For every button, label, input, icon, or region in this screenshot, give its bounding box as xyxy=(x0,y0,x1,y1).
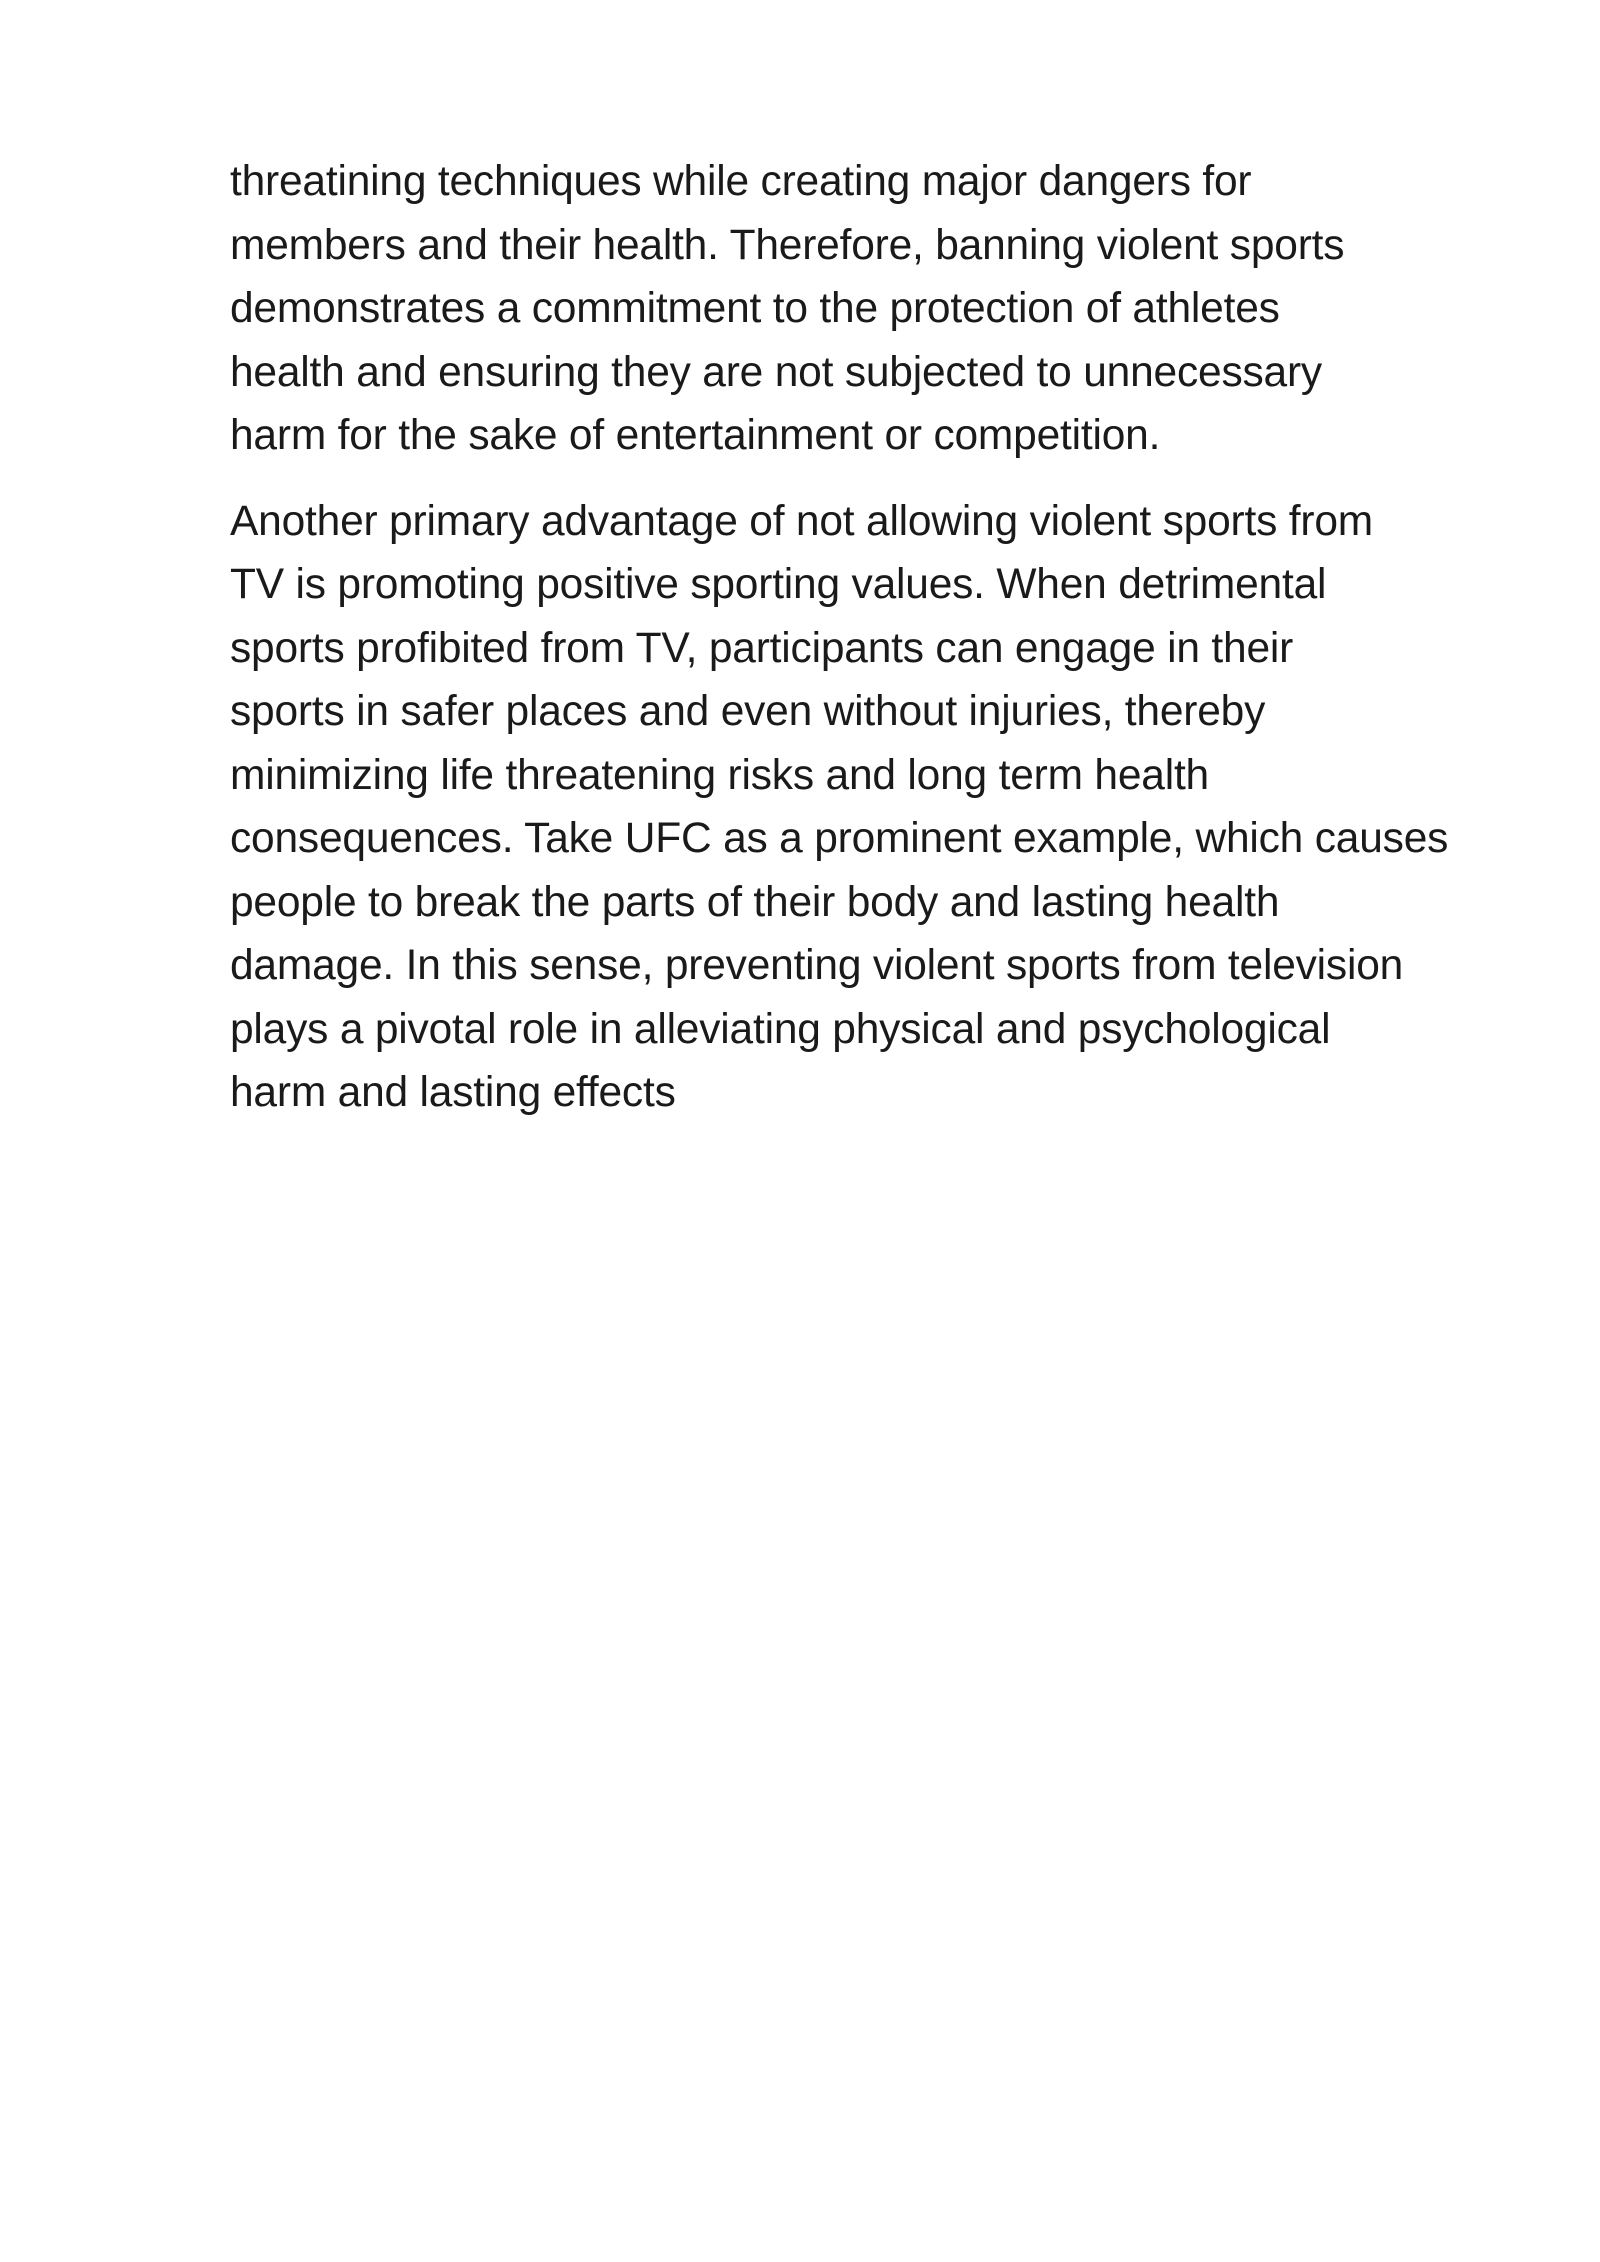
document-body xyxy=(230,150,1550,1125)
text-line: plays a pivotal role in alleviating physical and psychological xyxy=(230,1005,1331,1053)
text-line: consequences. Take UFC as a prominent example, which causes xyxy=(230,815,1449,862)
paragraph-1 xyxy=(230,150,1550,468)
text-line: people to break the parts of their body and lasting health xyxy=(230,878,1280,926)
text-line: Another primary advantage of not allowing violent sports from xyxy=(230,497,1373,545)
text-line: sports profibited from TV, participants can engage in their xyxy=(230,624,1294,672)
text-line: harm for the sake of entertainment or competition. xyxy=(230,412,1161,459)
text-line: minimizing life threatening risks and long term health xyxy=(230,751,1209,799)
text-line: members and their health. Therefore, banning violent sports xyxy=(230,221,1345,269)
text-line: sports in safer places and even without injuries, thereby xyxy=(230,688,1266,735)
text-line: demonstrates a commitment to the protection of athletes xyxy=(230,285,1280,332)
text-line: harm and lasting effects xyxy=(230,1069,676,1116)
text-line: TV is promoting positive sporting values. When detrimental xyxy=(230,561,1327,608)
text-line: damage. In this sense, preventing violent sports from television xyxy=(230,942,1404,989)
paragraph-2 xyxy=(230,490,1550,1125)
text-line: threatining techniques while creating major dangers for xyxy=(230,158,1252,205)
text-line: health and ensuring they are not subjected to unnecessary xyxy=(230,348,1322,396)
